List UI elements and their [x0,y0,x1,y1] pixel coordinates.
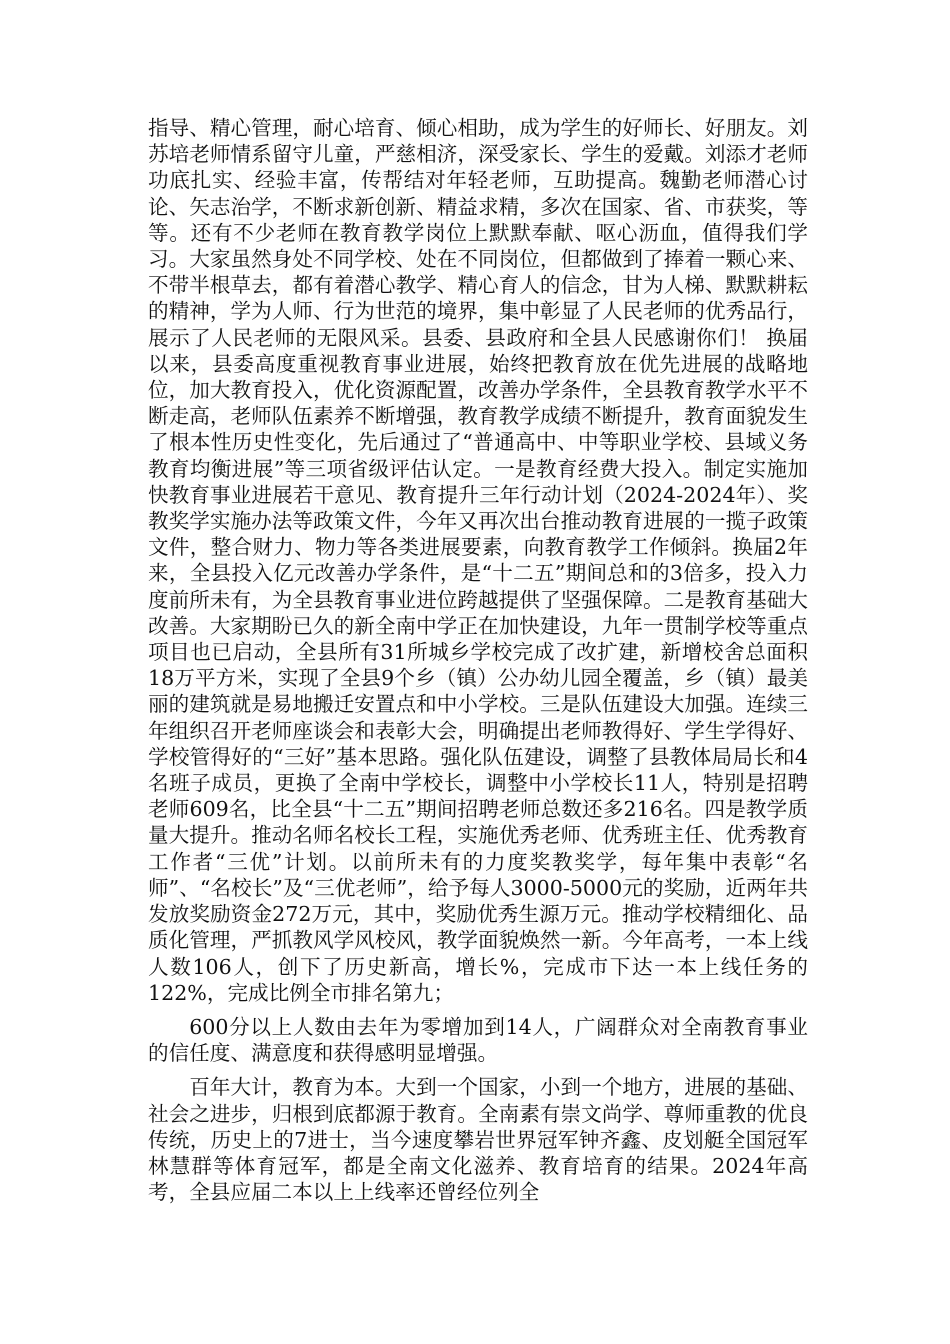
paragraph-2: 600分以上人数由去年为零增加到14人，广阔群众对全南教育事业的信任度、满意度和获得感明显增强。 [148,1014,808,1066]
document-body [148,115,808,1205]
paragraph-1: 指导、精心管理，耐心培育、倾心相助，成为学生的好师长、好朋友。刘苏培老师情系留守儿童，严慈相济，深受家长、学生的爱戴。刘添才老师功底扎实、经验丰富，传帮结对年轻老师，互助提高。魏勤老师潜心讨论、矢志治学，不断求新创新、精益求精，多次在国家、省、市获奖，等等。还有不少老师在教育教学岗位上默默奉献、呕心沥血，值得我们学习。大家虽然身处不同学校、处在不同岗位，但都做到了捧着一颗心来、不带半根草去，都有着潜心教学、精心育人的信念，甘为人梯、默默耕耘的精神，学为人师、行为世范的境界，集中彰显了人民老师的优秀品行，展示了人民老师的无限风采。县委、县政府和全县人民感谢你们！ 换届以来，县委高度重视教育事业进展，始终把教育放在优先进展的战略地位，加大教育投入，优化资源配置，改善办学条件，全县教育教学水平不断走高，老师队伍素养不断增强，教育教学成绩不断提升，教育面貌发生了根本性历史性变化，先后通过了“普通高中、中等职业学校、县域义务教育均衡进展”等三项省级评估认定。一是教育经费大投入。制定实施加快教育事业进展若干意见、教育提升三年行动计划（2024-2024年）、奖教奖学实施办法等政策文件，今年又再次出台推动教育进展的一揽子政策文件，整合财力、物力等各类进展要素，向教育教学工作倾斜。换届2年来，全县投入亿元改善办学条件，是“十二五”期间总和的3倍多，投入力度前所未有，为全县教育事业进位跨越提供了坚强保障。二是教育基础大改善。大家期盼已久的新全南中学正在加快建设，九年一贯制学校等重点项目也已启动，全县所有31所城乡学校完成了改扩建，新增校舍总面积18万平方米，实现了全县9个乡（镇）公办幼儿园全覆盖，乡（镇）最美丽的建筑就是易地搬迁安置点和中小学校。三是队伍建设大加强。连续三年组织召开老师座谈会和表彰大会，明确提出老师教得好、学生学得好、学校管得好的“三好”基本思路。强化队伍建设，调整了县教体局局长和4名班子成员，更换了全南中学校长，调整中小学校长11人，特别是招聘老师609名，比全县“十二五”期间招聘老师总数还多216名。四是教学质量大提升。推动名师名校长工程，实施优秀老师、优秀班主任、优秀教育工作者“三优”计划。以前所未有的力度奖教奖学，每年集中表彰“名师”、“名校长”及“三优老师”，给予每人3000-5000元的奖励，近两年共发放奖励资金272万元，其中，奖励优秀生源万元。推动学校精细化、品质化管理，严抓教风学风校风，教学面貌焕然一新。今年高考，一本上线人数106人，创下了历史新高，增长%，完成市下达一本上线任务的122%，完成比例全市排名第九； [148,116,808,1005]
paragraph-3: 百年大计，教育为本。大到一个国家，小到一个地方，进展的基础、社会之进步，归根到底都源于教育。全南素有崇文尚学、尊师重教的优良传统，历史上的7进士，当今速度攀岩世界冠军钟齐鑫、皮划艇全国冠军林慧群等体育冠军，都是全南文化滋养、教育培育的结果。2024年高考，全县应届二本以上上线率还曾经位列全 [148,1075,808,1205]
